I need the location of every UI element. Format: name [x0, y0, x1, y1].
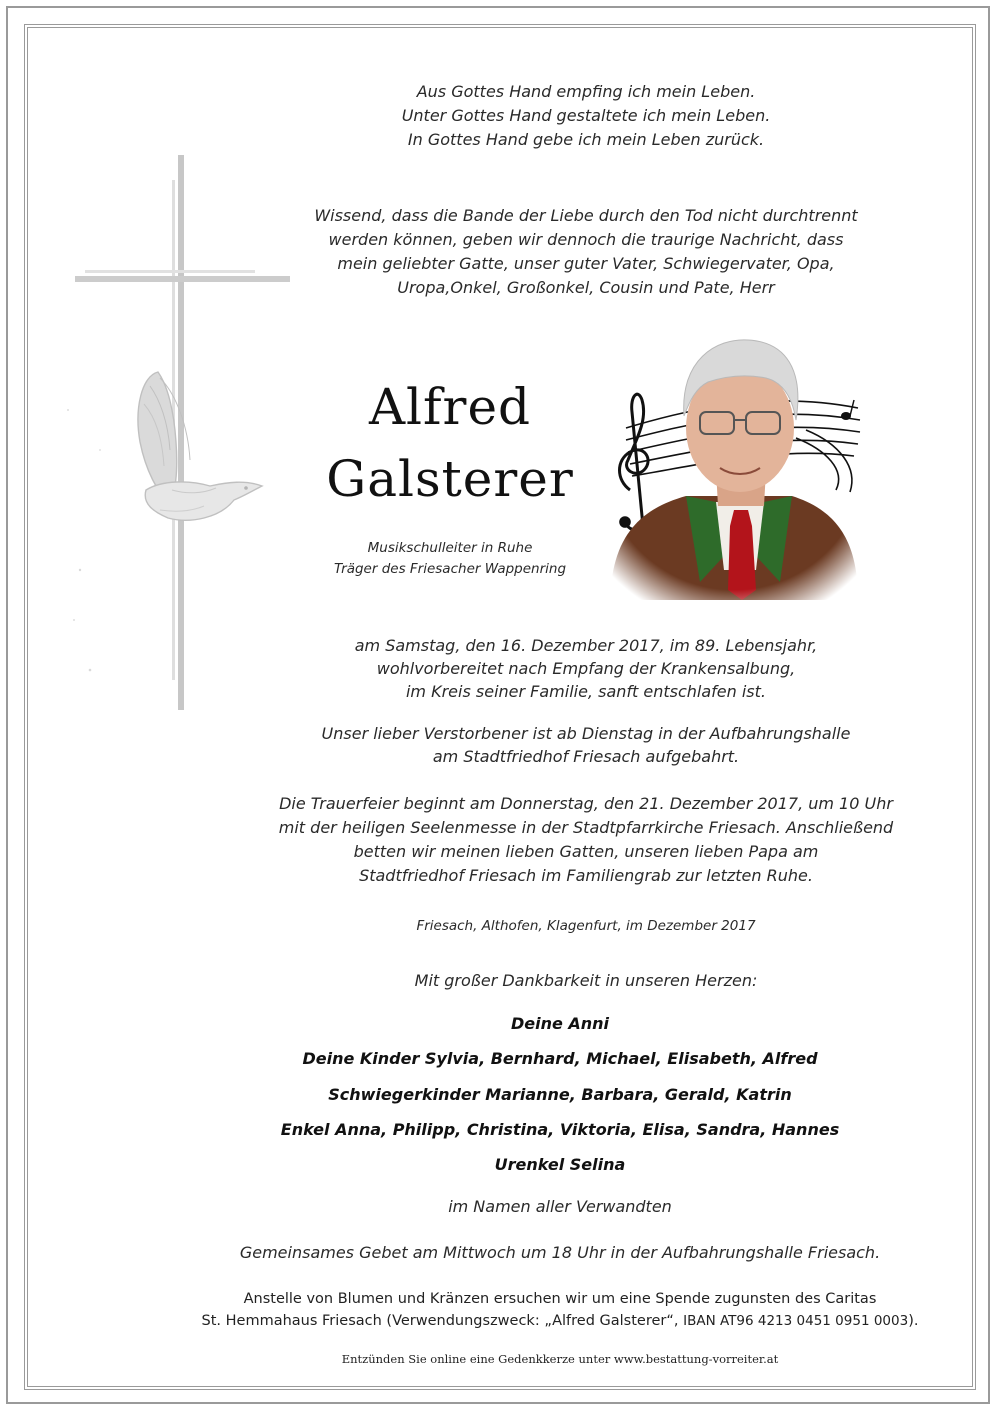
funeral-line: mit der heiligen Seelenmesse in der Stadtpfarrkirche Friesach. Anschließend: [278, 818, 894, 837]
donation-line: [150, 1310, 970, 1332]
verse-line: Aus Gottes Hand empfing ich mein Leben.: [416, 82, 756, 101]
death-line: am Samstag, den 16. Dezember 2017, im 89. Lebensjahr,: [354, 636, 818, 655]
relatives-line: im Namen aller Verwandten: [448, 1197, 672, 1216]
intro-line: Uropa,Onkel, Großonkel, Cousin und Pate, Herr: [397, 278, 775, 297]
lying-line: Unser lieber Verstorbener ist ab Dienstag in der Aufbahrungshalle: [321, 724, 851, 743]
intro-line: Wissend, dass die Bande der Liebe durch den Tod nicht durchtrennt: [314, 206, 858, 225]
donation-purpose: St. Hemmahaus Friesach (Verwendungszweck: „Alfred Galsterer“,: [201, 1313, 684, 1329]
donation-notice: [150, 1288, 970, 1332]
bible-verse: [300, 80, 872, 152]
portrait-photo: [596, 320, 872, 600]
family-spouse: Deine Anni: [510, 1014, 610, 1033]
funeral-details: [200, 792, 972, 888]
intro-line: mein geliebter Gatte, unser guter Vater, Schwiegervater, Opa,: [337, 254, 835, 273]
verse-line: In Gottes Hand gebe ich mein Leben zurück.: [407, 130, 765, 149]
funeral-line: betten wir meinen lieben Gatten, unseren lieben Papa am: [353, 842, 819, 861]
intro-text: [250, 204, 922, 300]
family-children-in-law: Schwiegerkinder Marianne, Barbara, Gerald, Katrin: [328, 1085, 792, 1104]
deceased-titles: [300, 538, 600, 580]
donation-end: ).: [908, 1313, 919, 1329]
intro-line: werden können, geben wir dennoch die traurige Nachricht, dass: [328, 230, 844, 249]
family-great-grandchildren: Urenkel Selina: [494, 1155, 626, 1174]
deceased-first-name: Alfred: [368, 378, 532, 436]
family-children: Deine Kinder Sylvia, Bernhard, Michael, Elisabeth, Alfred: [302, 1049, 818, 1068]
death-line: wohlvorbereitet nach Empfang der Krankensalbung,: [376, 659, 796, 678]
footer-link-text: Entzünden Sie online eine Gedenkkerze unter www.bestattung-vorreiter.at: [341, 1352, 779, 1366]
family-grandchildren: Enkel Anna, Philipp, Christina, Viktoria, Elisa, Sandra, Hannes: [280, 1120, 840, 1139]
funeral-line: Stadtfriedhof Friesach im Familiengrab zur letzten Ruhe.: [359, 866, 813, 885]
gratitude-line: Mit großer Dankbarkeit in unseren Herzen:: [414, 971, 758, 990]
verse-line: Unter Gottes Hand gestaltete ich mein Leben.: [401, 106, 771, 125]
iban: IBAN AT96 4213 0451 0951 0003: [683, 1313, 909, 1329]
lying-in-state: [250, 722, 922, 768]
lying-line: am Stadtfriedhof Friesach aufgebahrt.: [432, 747, 740, 766]
title-line: Träger des Friesacher Wappenring: [333, 561, 567, 577]
prayer-notice: Gemeinsames Gebet am Mittwoch um 18 Uhr in der Aufbahrungshalle Friesach.: [239, 1243, 881, 1262]
death-notice: [250, 634, 922, 703]
funeral-line: Die Trauerfeier beginnt am Donnerstag, den 21. Dezember 2017, um 10 Uhr: [279, 794, 893, 813]
death-line: im Kreis seiner Familie, sanft entschlafen ist.: [405, 682, 766, 701]
donation-line: Anstelle von Blumen und Kränzen ersuchen wir um eine Spende zugunsten des Caritas: [243, 1291, 877, 1307]
deceased-last-name: Galsterer: [326, 450, 574, 508]
place-date: Friesach, Althofen, Klagenfurt, im Dezember 2017: [416, 918, 756, 934]
title-line: Musikschulleiter in Ruhe: [367, 540, 533, 556]
